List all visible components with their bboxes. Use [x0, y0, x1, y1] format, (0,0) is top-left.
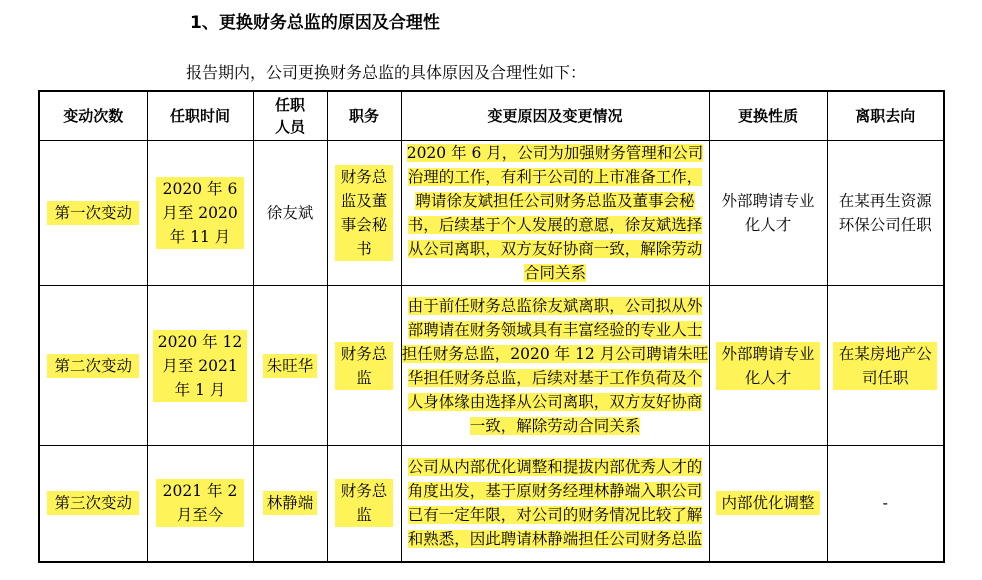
- cell-change: 第一次变动: [39, 141, 147, 286]
- header-term: 任职时间: [147, 91, 253, 141]
- header-nature: 更换性质: [709, 91, 827, 141]
- cell-period: 2020 年 6 月至 2020 年 11 月: [147, 141, 253, 286]
- cell-destination: -: [827, 446, 944, 562]
- cell-destination: 在某再生资源环保公司任职: [827, 141, 944, 286]
- header-change-count: 变动次数: [39, 91, 147, 141]
- cell-period: 2020 年 12 月至 2021 年 1 月: [147, 286, 253, 446]
- cell-nature: 外部聘请专业化人才: [709, 286, 827, 446]
- table-header-row: [39, 91, 944, 141]
- cell-nature: 内部优化调整: [709, 446, 827, 562]
- cell-destination: 在某房地产公司任职: [827, 286, 944, 446]
- cell-change: 第二次变动: [39, 286, 147, 446]
- intro-paragraph: 报告期内，公司更换财务总监的具体原因及合理性如下：: [186, 63, 587, 82]
- cell-period: 2021 年 2 月至今: [147, 446, 253, 562]
- header-destination: 离职去向: [827, 91, 944, 141]
- cell-person: 朱旺华: [253, 286, 327, 446]
- section-heading: 1、更换财务总监的原因及合理性: [190, 13, 440, 33]
- cell-role: 财务总监: [327, 286, 401, 446]
- header-person-label: 任职人员: [274, 96, 305, 136]
- header-role: 职务: [327, 91, 401, 141]
- cell-reason: 2020 年 6 月，公司为加强财务管理和公司治理的工作，有利于公司的上市准备工作，聘请徐友斌担任公司财务总监及董事会秘书，后续基于个人发展的意愿，徐友斌选择从公司离职，双方友好协商一致，解除劳动合同关系: [401, 141, 709, 286]
- cell-nature: 外部聘请专业化人才: [709, 141, 827, 286]
- cell-reason: 公司从内部优化调整和提拔内部优秀人才的角度出发，基于原财务经理林静端入职公司已有一定年限，对公司的财务情况比较了解和熟悉，因此聘请林静端担任公司财务总监: [401, 446, 709, 562]
- header-person: [253, 91, 327, 141]
- cfo-change-table: [38, 90, 945, 563]
- header-reason: 变更原因及变更情况: [401, 91, 709, 141]
- table-row: [39, 446, 944, 562]
- table-row: [39, 141, 944, 286]
- cell-reason: 由于前任财务总监徐友斌离职，公司拟从外部聘请在财务领域具有丰富经验的专业人士担任财务总监，2020 年 12 月公司聘请朱旺华担任财务总监，后续对基于工作负荷及个人身体缘由选择从公司离职，双方友好协商一致，解除劳动合同关系: [401, 286, 709, 446]
- table-row: [39, 286, 944, 446]
- cell-role: 财务总监: [327, 446, 401, 562]
- cell-person: 徐友斌: [253, 141, 327, 286]
- cell-change: 第三次变动: [39, 446, 147, 562]
- cell-person: 林静端: [253, 446, 327, 562]
- cell-role: 财务总监及董事会秘书: [327, 141, 401, 286]
